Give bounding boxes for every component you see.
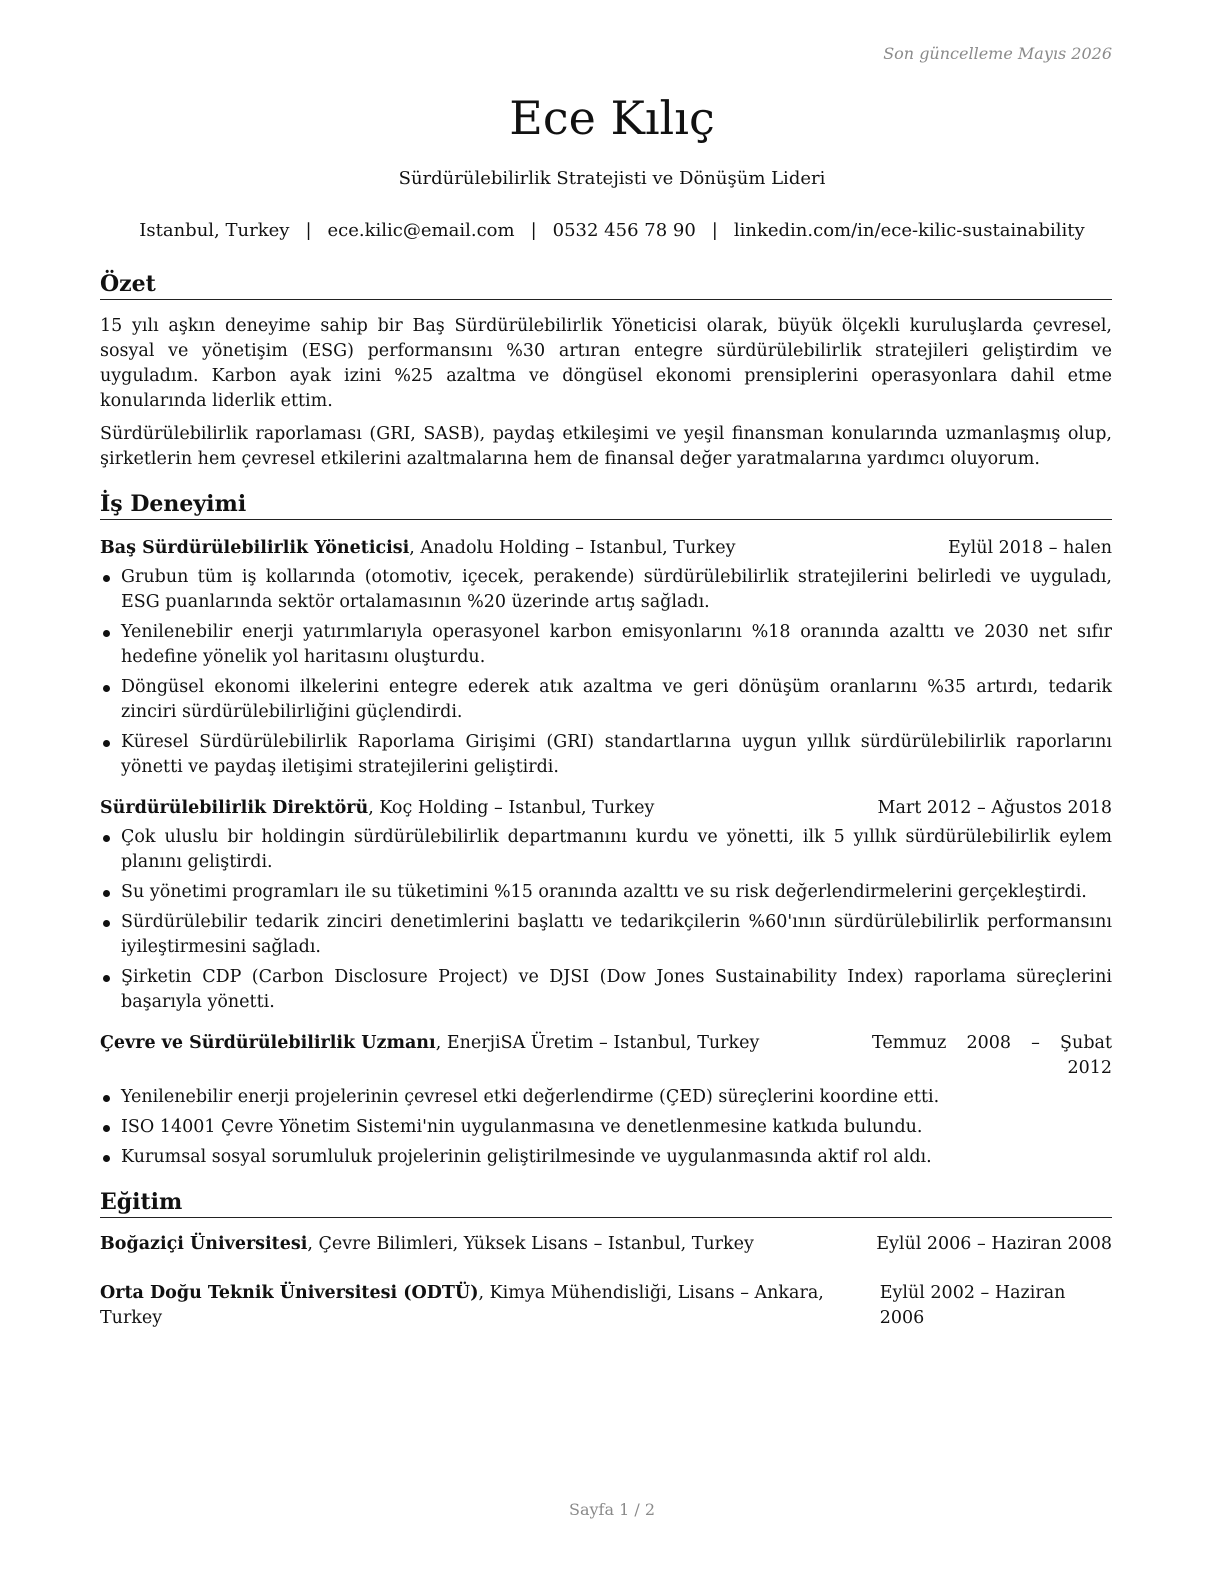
candidate-name: Ece Kılıç	[509, 91, 715, 145]
contact-location: Istanbul, Turkey	[139, 220, 290, 241]
summary-paragraph: Sürdürülebilirlik raporlaması (GRI, SASB), paydaş etkileşimi ve yeşil finansman konularında uzmanlaşmış olup, şirketlerin hem çevresel etkilerini azaltmalarına hem de finansal değer yaratmalarına yardımcı oluyorum.	[100, 424, 1112, 469]
job-role: Baş Sürdürülebilirlik Yöneticisi	[100, 538, 410, 558]
section-title-experience: İş Deneyimi	[100, 490, 1112, 520]
job-bullet: Grubun tüm iş kollarında (otomotiv, içecek, perakende) sürdürülebilirlik stratejilerini belirledi ve uyguladı, ESG puanlarında sektör ortalamasının %20 üzerinde artış sağladı.	[100, 565, 1112, 615]
job-bullet: Döngüsel ekonomi ilkelerini entegre ederek atık azaltma ve geri dönüşüm oranlarını %35 artırdı, tedarik zinciri sürdürülebilirliğini güçlendirdi.	[100, 675, 1112, 725]
job-organization: , Anadolu Holding – Istanbul, Turkey	[409, 538, 736, 558]
section-title-summary: Özet	[100, 270, 1112, 300]
contact-separator: |	[530, 220, 537, 241]
job-bullet: Küresel Sürdürülebilirlik Raporlama Girişimi (GRI) standartlarına uygun yıllık sürdürülebilirlik raporlarını yönetti ve paydaş iletişimi stratejilerini geliştirdi.	[100, 730, 1112, 780]
education-section	[100, 1188, 1112, 1331]
job-role: Çevre ve Sürdürülebilirlik Uzmanı	[100, 1033, 436, 1053]
job-organization: , Koç Holding – Istanbul, Turkey	[368, 798, 655, 818]
job-bullet: Su yönetimi programları ile su tüketimini %15 oranında azalttı ve su risk değerlendirmelerini gerçekleştirdi.	[100, 880, 1112, 905]
job-entry	[100, 1031, 1112, 1170]
job-entry	[100, 796, 1112, 1015]
job-dates: Mart 2012 – Ağustos 2018	[877, 798, 1112, 818]
resume-content	[100, 270, 1112, 1331]
education-detail: , Kimya Mühendisliği, Lisans – Ankara, Turkey	[100, 1283, 824, 1328]
job-role: Sürdürülebilirlik Direktörü	[100, 798, 369, 818]
job-entry	[100, 536, 1112, 780]
education-dates: Eylül 2006 – Haziran 2008	[876, 1234, 1112, 1254]
education-entry	[100, 1281, 1112, 1331]
job-header	[100, 1031, 1112, 1081]
contact-separator: |	[711, 220, 718, 241]
job-bullets	[100, 825, 1112, 1015]
education-school: Boğaziçi Üniversitesi	[100, 1234, 308, 1254]
candidate-tagline: Sürdürülebilirlik Stratejisti ve Dönüşüm Lideri	[398, 168, 826, 189]
page-number: Sayfa 1 / 2	[568, 1500, 655, 1519]
section-title-education: Eğitim	[100, 1188, 1112, 1218]
job-header	[100, 796, 1112, 821]
job-dates: Eylül 2018 – halen	[947, 538, 1112, 558]
contact-email[interactable]: ece.kilic@email.com	[327, 220, 515, 241]
education-detail: , Çevre Bilimleri, Yüksek Lisans – Istanbul, Turkey	[307, 1234, 754, 1254]
job-dates: Temmuz 2008 – Şubat 2012	[872, 1033, 1112, 1078]
job-bullets	[100, 1085, 1112, 1170]
job-bullet: ISO 14001 Çevre Yönetim Sistemi'nin uygulanmasına ve denetlenmesine katkıda bulundu.	[100, 1115, 1112, 1140]
job-bullets	[100, 565, 1112, 780]
summary-paragraph: 15 yılı aşkın deneyime sahip bir Baş Sürdürülebilirlik Yöneticisi olarak, büyük ölçekli kuruluşlarda çevresel, sosyal ve yönetişim (ESG) performansını %30 artıran entegre sürdürülebilirlik stratejileri geliştirdim ve uyguladım. Karbon ayak izini %25 azaltma ve döngüsel ekonomi prensiplerini operasyonlara dahil etme konularında liderlik ettim.	[100, 316, 1112, 411]
contact-separator: |	[305, 220, 312, 241]
job-bullet: Çok uluslu bir holdingin sürdürülebilirlik departmanını kurdu ve yönetti, ilk 5 yıllık sürdürülebilirlik eylem planını geliştirdi.	[100, 825, 1112, 875]
last-updated: Son güncelleme Mayıs 2026	[883, 44, 1112, 63]
job-bullet: Sürdürülebilir tedarik zinciri denetimlerini başlattı ve tedarikçilerin %60'ının sürdürülebilirlik performansını iyileştirmesini sağladı.	[100, 910, 1112, 960]
education-entry	[100, 1232, 1112, 1257]
contact-phone[interactable]: 0532 456 78 90	[552, 220, 696, 241]
job-bullet: Şirketin CDP (Carbon Disclosure Project) ve DJSI (Dow Jones Sustainability Index) raporlama süreçlerini başarıyla yönetti.	[100, 965, 1112, 1015]
job-bullet: Kurumsal sosyal sorumluluk projelerinin geliştirilmesinde ve uygulanmasında aktif rol aldı.	[100, 1145, 1112, 1170]
job-bullet: Yenilenebilir enerji projelerinin çevresel etki değerlendirme (ÇED) süreçlerini koordine etti.	[100, 1085, 1112, 1110]
job-bullet: Yenilenebilir enerji yatırımlarıyla operasyonel karbon emisyonlarını %18 oranında azalttı ve 2030 net sıfır hedefine yönelik yol haritasını oluşturdu.	[100, 620, 1112, 670]
job-header	[100, 536, 1112, 561]
experience-section	[100, 490, 1112, 1170]
contact-linkedin[interactable]: linkedin.com/in/ece-kilic-sustainability	[733, 220, 1085, 241]
education-school: Orta Doğu Teknik Üniversitesi (ODTÜ)	[100, 1283, 479, 1303]
job-organization: , EnerjiSA Üretim – Istanbul, Turkey	[435, 1033, 760, 1053]
summary-section	[100, 270, 1112, 472]
contact-line	[0, 219, 1224, 243]
education-dates: Eylül 2002 – Haziran 2006	[879, 1283, 1066, 1328]
